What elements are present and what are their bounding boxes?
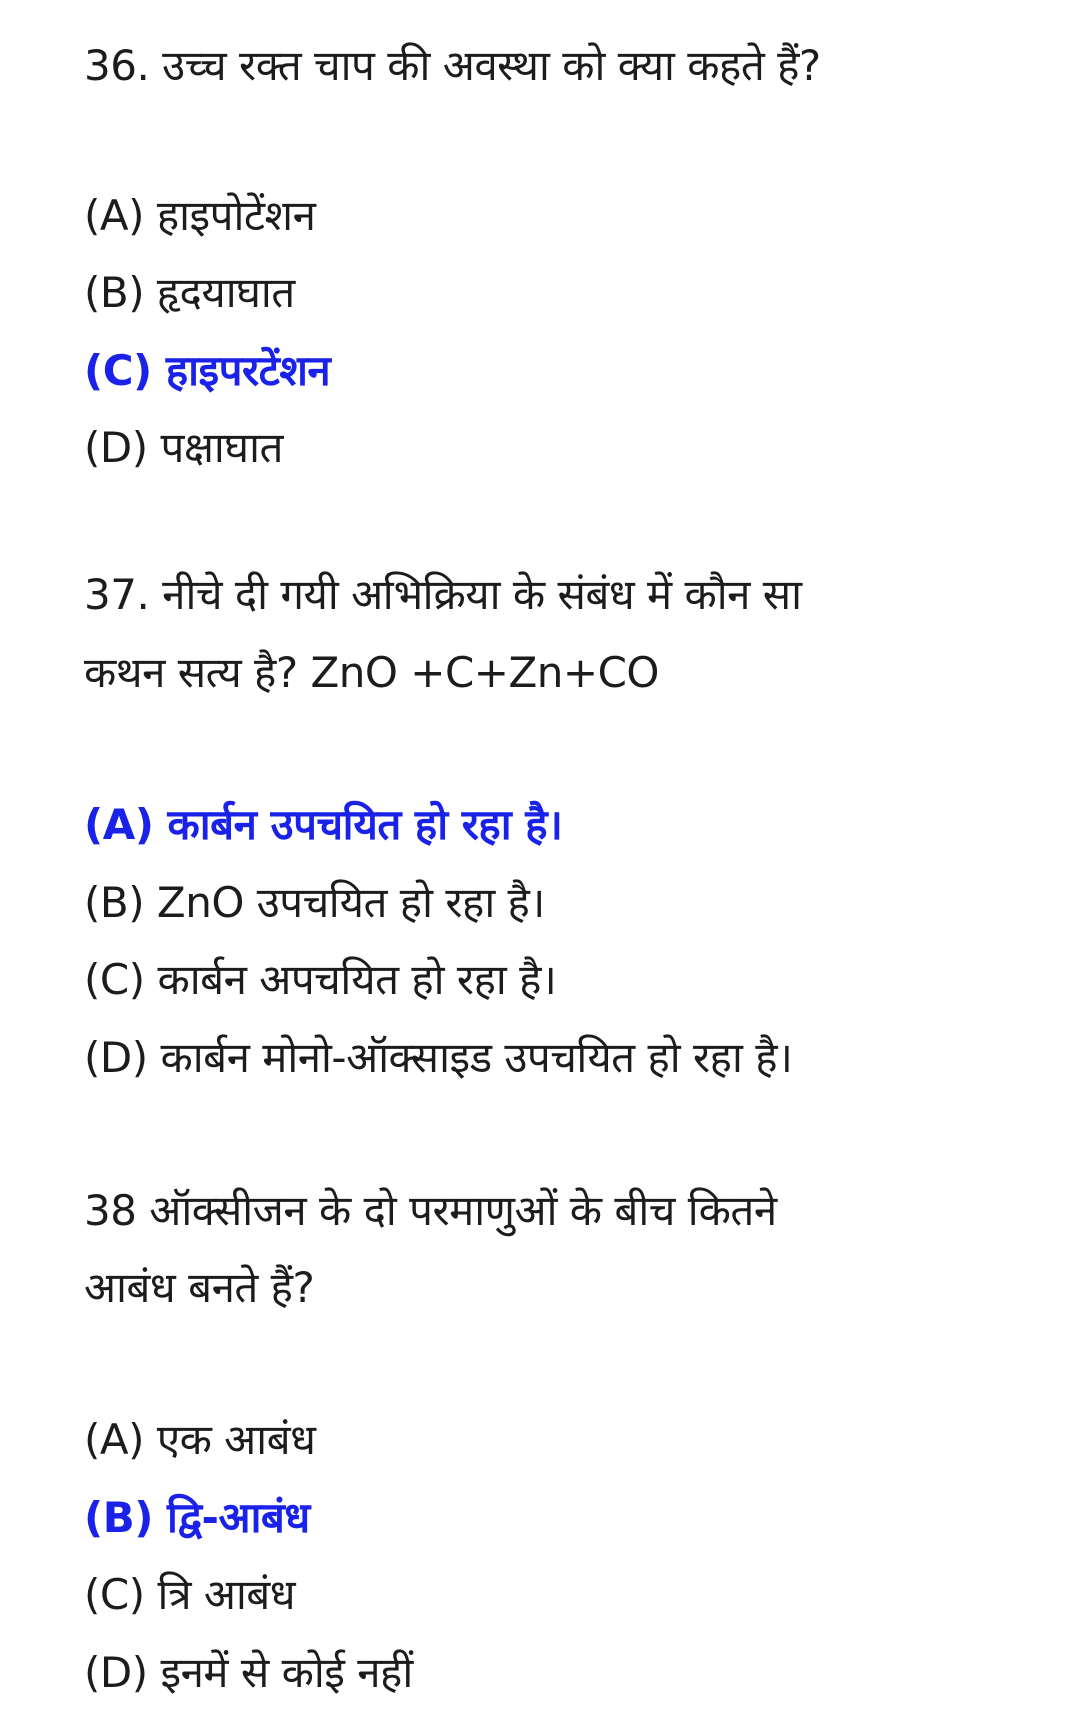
question-37-text-line2: कथन सत्य है? ZnO +C+Zn+CO (84, 648, 659, 697)
q38-option-b-correct: (B) द्वि-आबंध (84, 1493, 310, 1542)
q37-option-a-correct: (A) कार्बन उपचयित हो रहा है। (84, 800, 563, 849)
question-38-text-line2: आबंध बनते हैं? (84, 1263, 315, 1312)
q38-option-c: (C) त्रि आबंध (84, 1570, 296, 1619)
q37-option-b: (B) ZnO उपचयित हो रहा है। (84, 878, 545, 927)
q38-option-d: (D) इनमें से कोई नहीं (84, 1648, 413, 1697)
q36-option-b: (B) हृदयाघात (84, 268, 295, 317)
q36-option-a: (A) हाइपोटेंशन (84, 191, 316, 240)
question-37-text-line1: 37. नीचे दी गयी अभिक्रिया के संबंध में कौन सा (84, 570, 802, 619)
question-36-text: 36. उच्च रक्त चाप की अवस्था को क्या कहते हैं? (84, 41, 821, 90)
q38-option-a: (A) एक आबंध (84, 1415, 316, 1464)
q36-option-d: (D) पक्षाघात (84, 423, 283, 472)
q37-option-d: (D) कार्बन मोनो-ऑक्साइड उपचयित हो रहा है। (84, 1033, 793, 1082)
q36-option-c-correct: (C) हाइपरटेंशन (84, 346, 331, 395)
question-38-text-line1: 38 ऑक्सीजन के दो परमाणुओं के बीच कितने (84, 1186, 777, 1235)
q37-option-c: (C) कार्बन अपचयित हो रहा है। (84, 955, 557, 1004)
